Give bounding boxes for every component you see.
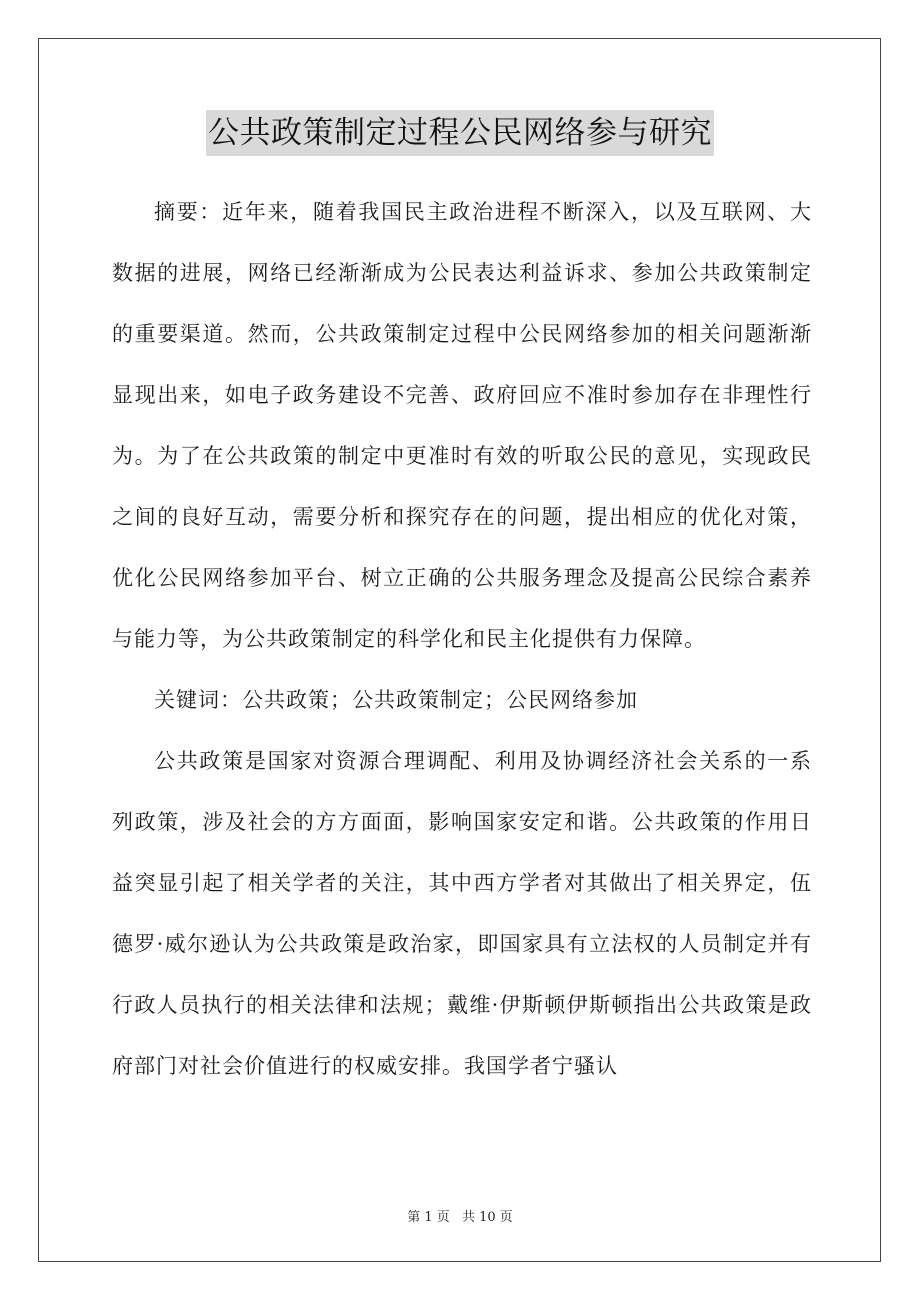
document-title: 公共政策制定过程公民网络参与研究 (206, 110, 714, 156)
keywords-paragraph: 关键词：公共政策；公共政策制定；公民网络参加 (154, 688, 638, 712)
document-body (112, 182, 812, 1097)
title-container (0, 110, 920, 156)
page-footer (0, 1206, 920, 1225)
body-paragraph: 公共政策是国家对资源合理调配、利用及协调经济社会关系的一系列政策，涉及社会的方方面面，影响国家安定和谐。公共政策的作用日益突显引起了相关学者的关注，其中西方学者对其做出了相关界定，伍德罗·威尔逊认为公共政策是政治家，即国家具有立法权的人员制定并有行政人员执行的相关法律和法规；戴维·伊斯顿伊斯顿指出公共政策是政府部门对社会价值进行的权威安排。我国学者宁骚认 (112, 749, 812, 1078)
abstract-paragraph: 摘要：近年来，随着我国民主政治进程不断深入，以及互联网、大数据的进展，网络已经渐渐成为公民表达利益诉求、参加公共政策制定的重要渠道。然而，公共政策制定过程中公民网络参加的相关问题渐渐显现出来，如电子政务建设不完善、政府回应不准时参加存在非理性行为。为了在公共政策的制定中更准时有效的听取公民的意见，实现政民之间的良好互动，需要分析和探究存在的问题，提出相应的优化对策，优化公民网络参加平台、树立正确的公共服务理念及提高公民综合素养与能力等，为公共政策制定的科学化和民主化提供有力保障。 (112, 200, 812, 651)
page-total: 共 10 页 (461, 1210, 513, 1225)
page-number: 第 1 页 (407, 1210, 450, 1225)
